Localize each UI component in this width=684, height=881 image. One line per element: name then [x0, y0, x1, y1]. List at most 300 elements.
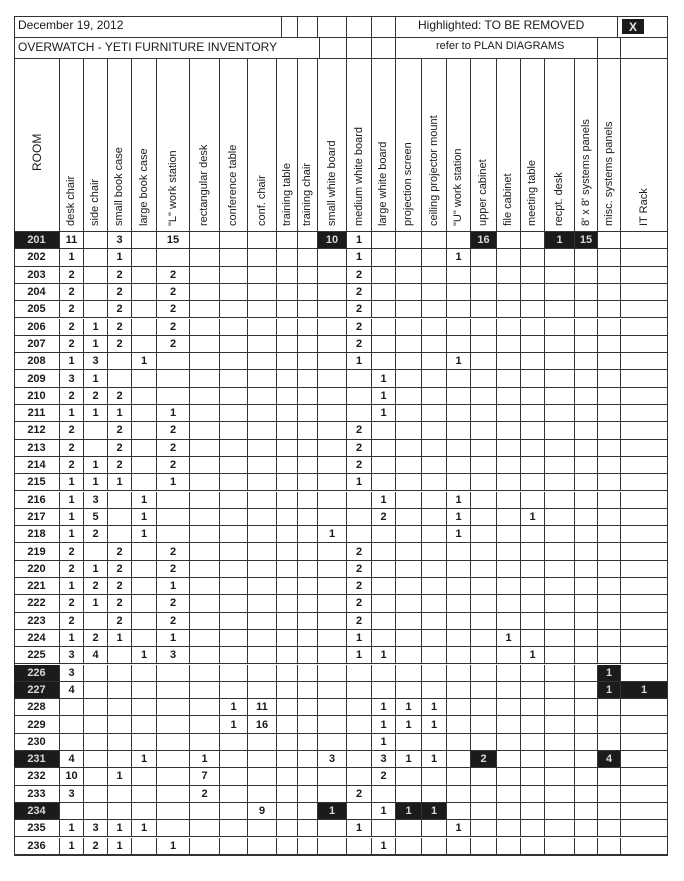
inventory-cell: [598, 526, 621, 543]
room-number: 234: [14, 803, 60, 820]
column-header-label: IT Rack: [638, 188, 650, 226]
column-header: [60, 59, 84, 232]
inventory-cell: [277, 578, 298, 595]
column-header: [447, 59, 471, 232]
inventory-cell: [318, 734, 347, 751]
inventory-cell: [545, 578, 575, 595]
inventory-cell: [372, 820, 396, 837]
inventory-cell: [621, 734, 668, 751]
inventory-cell: [248, 630, 277, 647]
inventory-cell: 15: [575, 232, 598, 249]
inventory-cell: [471, 370, 497, 387]
inventory-cell: [422, 768, 447, 785]
inventory-cell: [157, 820, 190, 837]
inventory-cell: [108, 716, 132, 733]
inventory-cell: [575, 613, 598, 630]
inventory-cell: [396, 543, 422, 560]
inventory-cell: [157, 526, 190, 543]
inventory-cell: [521, 526, 545, 543]
inventory-cell: [84, 440, 108, 457]
inventory-cell: 1: [132, 820, 157, 837]
inventory-cell: [372, 630, 396, 647]
inventory-cell: [447, 682, 471, 699]
inventory-cell: 1: [220, 699, 248, 716]
inventory-cell: 1: [347, 232, 372, 249]
column-header-label: rectangular desk: [198, 144, 210, 226]
inventory-cell: [157, 492, 190, 509]
inventory-cell: [598, 543, 621, 560]
inventory-cell: [422, 613, 447, 630]
inventory-cell: 2: [157, 543, 190, 560]
inventory-cell: [575, 353, 598, 370]
inventory-cell: [277, 249, 298, 266]
inventory-cell: [60, 734, 84, 751]
inventory-cell: [521, 682, 545, 699]
inventory-cell: [108, 370, 132, 387]
inventory-cell: [521, 284, 545, 301]
inventory-cell: [575, 665, 598, 682]
inventory-cell: [318, 370, 347, 387]
inventory-cell: 1: [372, 716, 396, 733]
inventory-cell: [521, 699, 545, 716]
inventory-cell: [298, 734, 318, 751]
inventory-cell: [422, 336, 447, 353]
inventory-cell: [318, 388, 347, 405]
inventory-cell: [132, 578, 157, 595]
inventory-cell: [521, 613, 545, 630]
inventory-cell: [497, 561, 521, 578]
inventory-cell: [248, 267, 277, 284]
inventory-cell: 1: [157, 838, 190, 855]
inventory-cell: [521, 319, 545, 336]
column-header-label: small white board: [326, 140, 338, 226]
inventory-cell: [318, 699, 347, 716]
inventory-cell: 2: [108, 388, 132, 405]
inventory-cell: [132, 336, 157, 353]
inventory-cell: [220, 249, 248, 266]
inventory-cell: [447, 284, 471, 301]
inventory-cell: [447, 803, 471, 820]
inventory-cell: [545, 699, 575, 716]
inventory-cell: [347, 388, 372, 405]
column-header-label: 8' x 8' systems panels: [580, 119, 592, 226]
room-number: 232: [14, 768, 60, 785]
inventory-cell: [497, 734, 521, 751]
room-number: 208: [14, 353, 60, 370]
inventory-cell: [132, 699, 157, 716]
inventory-cell: [84, 786, 108, 803]
inventory-cell: 2: [84, 388, 108, 405]
report-date: December 19, 2012: [18, 18, 124, 32]
inventory-cell: [545, 838, 575, 855]
inventory-cell: [447, 319, 471, 336]
inventory-cell: [248, 578, 277, 595]
inventory-cell: [422, 492, 447, 509]
inventory-cell: [132, 249, 157, 266]
inventory-cell: [545, 474, 575, 491]
inventory-cell: [621, 388, 668, 405]
inventory-cell: 15: [157, 232, 190, 249]
inventory-cell: [220, 630, 248, 647]
inventory-cell: [248, 543, 277, 560]
inventory-cell: [372, 422, 396, 439]
inventory-cell: [471, 647, 497, 664]
inventory-cell: 2: [60, 319, 84, 336]
inventory-cell: [220, 319, 248, 336]
inventory-cell: 2: [347, 336, 372, 353]
inventory-cell: [220, 336, 248, 353]
inventory-cell: [190, 716, 220, 733]
inventory-cell: [84, 232, 108, 249]
inventory-cell: [220, 786, 248, 803]
room-number: 211: [14, 405, 60, 422]
inventory-cell: [598, 716, 621, 733]
inventory-cell: [318, 820, 347, 837]
inventory-cell: [575, 526, 598, 543]
inventory-cell: 2: [157, 440, 190, 457]
inventory-cell: [190, 301, 220, 318]
inventory-cell: [132, 474, 157, 491]
inventory-cell: 2: [108, 457, 132, 474]
column-header-label: meeting table: [526, 159, 538, 226]
inventory-cell: [575, 319, 598, 336]
inventory-cell: [471, 353, 497, 370]
inventory-cell: [575, 682, 598, 699]
inventory-cell: [108, 665, 132, 682]
inventory-cell: [497, 267, 521, 284]
inventory-cell: [84, 543, 108, 560]
inventory-cell: [347, 838, 372, 855]
inventory-cell: [621, 422, 668, 439]
inventory-cell: [220, 422, 248, 439]
room-number: 217: [14, 509, 60, 526]
inventory-cell: [598, 630, 621, 647]
inventory-cell: [277, 232, 298, 249]
inventory-cell: [318, 405, 347, 422]
inventory-cell: [248, 319, 277, 336]
inventory-cell: [220, 370, 248, 387]
inventory-cell: [396, 665, 422, 682]
inventory-cell: [132, 561, 157, 578]
inventory-cell: [248, 665, 277, 682]
inventory-cell: [497, 474, 521, 491]
inventory-cell: [621, 751, 668, 768]
inventory-cell: [471, 595, 497, 612]
title-box: [14, 38, 320, 59]
inventory-cell: [422, 838, 447, 855]
inventory-cell: 2: [347, 613, 372, 630]
inventory-cell: [471, 492, 497, 509]
inventory-cell: [621, 249, 668, 266]
inventory-cell: [621, 319, 668, 336]
inventory-cell: [132, 768, 157, 785]
inventory-cell: [190, 267, 220, 284]
inventory-cell: 2: [60, 388, 84, 405]
inventory-cell: 2: [108, 267, 132, 284]
inventory-cell: [545, 665, 575, 682]
inventory-cell: [298, 353, 318, 370]
inventory-cell: 2: [108, 301, 132, 318]
inventory-cell: [190, 284, 220, 301]
inventory-cell: [220, 267, 248, 284]
inventory-cell: [575, 595, 598, 612]
inventory-cell: [545, 301, 575, 318]
inventory-cell: [422, 249, 447, 266]
inventory-cell: [248, 370, 277, 387]
inventory-cell: [277, 405, 298, 422]
inventory-cell: [298, 422, 318, 439]
inventory-cell: 2: [108, 336, 132, 353]
inventory-cell: [318, 682, 347, 699]
room-number: 225: [14, 647, 60, 664]
inventory-cell: [318, 319, 347, 336]
inventory-cell: 1: [372, 734, 396, 751]
inventory-cell: [347, 665, 372, 682]
inventory-cell: 2: [108, 613, 132, 630]
inventory-cell: [157, 370, 190, 387]
inventory-cell: [277, 561, 298, 578]
room-number: 218: [14, 526, 60, 543]
inventory-cell: [598, 232, 621, 249]
column-header-label: recpt. desk: [553, 172, 565, 226]
inventory-cell: [84, 249, 108, 266]
inventory-cell: [347, 768, 372, 785]
inventory-cell: [396, 405, 422, 422]
inventory-cell: [220, 613, 248, 630]
inventory-cell: [545, 353, 575, 370]
inventory-cell: [471, 388, 497, 405]
room-number: 212: [14, 422, 60, 439]
inventory-cell: [157, 751, 190, 768]
inventory-cell: [396, 820, 422, 837]
inventory-cell: [497, 595, 521, 612]
header-blank-cell: [298, 16, 318, 38]
inventory-cell: 2: [84, 526, 108, 543]
close-icon[interactable]: X: [622, 19, 644, 34]
inventory-cell: [298, 388, 318, 405]
column-header: [84, 59, 108, 232]
inventory-cell: [298, 336, 318, 353]
inventory-cell: [277, 803, 298, 820]
inventory-cell: [575, 561, 598, 578]
header-blank-cell: [282, 16, 298, 38]
inventory-cell: [521, 353, 545, 370]
column-header-label: medium white board: [353, 126, 365, 226]
inventory-cell: [157, 249, 190, 266]
inventory-cell: [372, 786, 396, 803]
inventory-cell: 3: [60, 370, 84, 387]
inventory-cell: [248, 301, 277, 318]
room-number: 227: [14, 682, 60, 699]
inventory-cell: [422, 595, 447, 612]
inventory-cell: [396, 457, 422, 474]
inventory-cell: [396, 578, 422, 595]
inventory-cell: [277, 336, 298, 353]
inventory-cell: 2: [347, 267, 372, 284]
inventory-cell: [471, 284, 497, 301]
inventory-cell: [372, 353, 396, 370]
inventory-cell: [157, 734, 190, 751]
inventory-cell: [471, 336, 497, 353]
inventory-cell: [318, 630, 347, 647]
inventory-cell: [447, 751, 471, 768]
inventory-cell: [396, 232, 422, 249]
inventory-cell: [521, 405, 545, 422]
inventory-cell: [157, 388, 190, 405]
inventory-cell: [277, 353, 298, 370]
inventory-cell: [157, 768, 190, 785]
inventory-cell: [545, 249, 575, 266]
inventory-cell: [497, 319, 521, 336]
inventory-cell: [521, 336, 545, 353]
room-number: 235: [14, 820, 60, 837]
inventory-cell: 1: [108, 838, 132, 855]
inventory-cell: [372, 440, 396, 457]
inventory-cell: 1: [447, 492, 471, 509]
inventory-cell: [132, 388, 157, 405]
inventory-cell: [248, 647, 277, 664]
inventory-cell: [621, 440, 668, 457]
inventory-cell: 2: [157, 595, 190, 612]
inventory-cell: [497, 768, 521, 785]
inventory-cell: 1: [372, 370, 396, 387]
inventory-cell: [318, 509, 347, 526]
inventory-cell: [372, 561, 396, 578]
inventory-cell: 1: [157, 474, 190, 491]
inventory-cell: [248, 561, 277, 578]
inventory-cell: [277, 647, 298, 664]
inventory-cell: [220, 682, 248, 699]
inventory-cell: [497, 249, 521, 266]
inventory-cell: [190, 820, 220, 837]
inventory-cell: [84, 682, 108, 699]
inventory-cell: [471, 838, 497, 855]
inventory-cell: 1: [132, 353, 157, 370]
inventory-cell: [422, 267, 447, 284]
inventory-cell: [422, 319, 447, 336]
inventory-cell: [497, 284, 521, 301]
inventory-cell: [545, 716, 575, 733]
inventory-cell: 2: [347, 301, 372, 318]
room-header-label: ROOM: [30, 133, 44, 171]
inventory-cell: 2: [347, 422, 372, 439]
inventory-cell: [132, 543, 157, 560]
inventory-cell: [422, 665, 447, 682]
inventory-cell: [298, 630, 318, 647]
inventory-cell: [621, 284, 668, 301]
inventory-cell: 2: [60, 440, 84, 457]
inventory-cell: [248, 595, 277, 612]
inventory-cell: [108, 803, 132, 820]
inventory-cell: [521, 440, 545, 457]
inventory-cell: [132, 734, 157, 751]
inventory-cell: [318, 561, 347, 578]
inventory-cell: 1: [108, 249, 132, 266]
inventory-cell: [422, 543, 447, 560]
inventory-cell: [598, 319, 621, 336]
inventory-cell: [372, 474, 396, 491]
inventory-cell: 10: [318, 232, 347, 249]
inventory-cell: [521, 370, 545, 387]
inventory-cell: [497, 301, 521, 318]
inventory-cell: [220, 578, 248, 595]
inventory-cell: [471, 578, 497, 595]
inventory-cell: [190, 838, 220, 855]
inventory-cell: [575, 336, 598, 353]
inventory-cell: [521, 561, 545, 578]
inventory-cell: 2: [190, 786, 220, 803]
inventory-cell: [347, 492, 372, 509]
inventory-cell: [497, 803, 521, 820]
inventory-cell: [545, 561, 575, 578]
inventory-cell: [598, 578, 621, 595]
inventory-cell: [248, 751, 277, 768]
inventory-cell: [298, 682, 318, 699]
inventory-cell: 1: [347, 353, 372, 370]
inventory-cell: [621, 405, 668, 422]
inventory-cell: [471, 630, 497, 647]
inventory-cell: [497, 457, 521, 474]
inventory-cell: [318, 492, 347, 509]
inventory-cell: [471, 768, 497, 785]
inventory-cell: 1: [60, 492, 84, 509]
inventory-cell: [521, 492, 545, 509]
inventory-cell: [621, 267, 668, 284]
inventory-cell: [447, 388, 471, 405]
inventory-cell: [396, 595, 422, 612]
inventory-cell: [84, 613, 108, 630]
inventory-cell: 4: [598, 751, 621, 768]
inventory-cell: [347, 370, 372, 387]
room-number: 210: [14, 388, 60, 405]
inventory-cell: 1: [157, 405, 190, 422]
inventory-cell: [248, 526, 277, 543]
inventory-cell: [277, 786, 298, 803]
inventory-cell: [598, 838, 621, 855]
inventory-cell: [347, 716, 372, 733]
inventory-cell: [497, 492, 521, 509]
inventory-cell: [545, 613, 575, 630]
inventory-cell: [497, 665, 521, 682]
inventory-cell: [108, 699, 132, 716]
header-blank-cell: [598, 38, 621, 59]
inventory-cell: [396, 561, 422, 578]
inventory-cell: [318, 422, 347, 439]
inventory-cell: 1: [372, 838, 396, 855]
inventory-cell: [545, 768, 575, 785]
inventory-cell: 1: [347, 630, 372, 647]
inventory-cell: [248, 353, 277, 370]
inventory-cell: 2: [157, 284, 190, 301]
inventory-cell: [545, 786, 575, 803]
inventory-cell: [521, 665, 545, 682]
inventory-cell: 1: [545, 232, 575, 249]
inventory-cell: [277, 284, 298, 301]
inventory-cell: [497, 647, 521, 664]
inventory-cell: [60, 699, 84, 716]
inventory-cell: [347, 803, 372, 820]
inventory-cell: [447, 630, 471, 647]
inventory-cell: [298, 509, 318, 526]
column-header-label: projection screen: [402, 142, 414, 226]
inventory-cell: [521, 474, 545, 491]
inventory-cell: [318, 595, 347, 612]
column-header: [318, 59, 347, 232]
inventory-cell: [422, 509, 447, 526]
inventory-cell: [396, 492, 422, 509]
inventory-cell: [248, 336, 277, 353]
inventory-cell: [545, 595, 575, 612]
